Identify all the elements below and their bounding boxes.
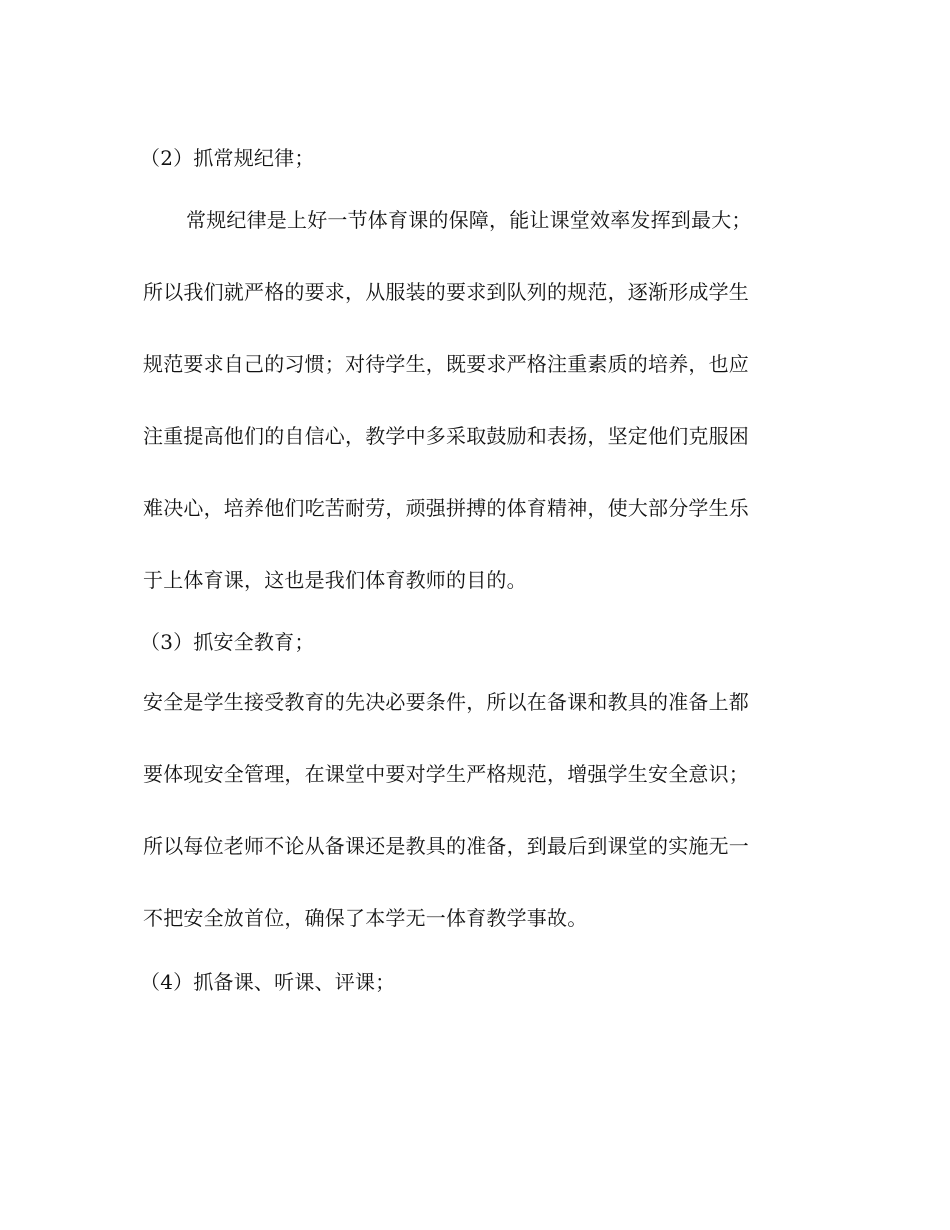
paragraph-line: 难决心，培养他们吃苦耐劳，顽强拼搏的体育精神，使大部分学生乐 <box>143 496 749 520</box>
paragraph-line: 不把安全放首位，确保了本学无一体育教学事故。 <box>143 906 588 930</box>
section-heading-2: （2）抓常规纪律； <box>140 146 315 170</box>
paragraph-line: 常规纪律是上好一节体育课的保障，能让课堂效率发挥到最大； <box>186 208 752 232</box>
section-heading-3: （3）抓安全教育； <box>140 630 315 654</box>
paragraph-line: 所以每位老师不论从备课还是教具的准备，到最后到课堂的实施无一 <box>143 834 749 858</box>
paragraph-line: 于上体育课，这也是我们体育教师的目的。 <box>143 568 527 592</box>
paragraph-line: 安全是学生接受教育的先决必要条件，所以在备课和教具的准备上都 <box>143 690 749 714</box>
paragraph-line: 规范要求自己的习惯；对待学生，既要求严格注重素质的培养，也应 <box>143 352 749 376</box>
paragraph-line: 注重提高他们的自信心，教学中多采取鼓励和表扬，坚定他们克服困 <box>143 424 749 448</box>
paragraph-line: 要体现安全管理，在课堂中要对学生严格规范，增强学生安全意识； <box>143 762 749 786</box>
section-heading-4: （4）抓备课、听课、评课； <box>140 970 396 994</box>
paragraph-line: 所以我们就严格的要求，从服装的要求到队列的规范，逐渐形成学生 <box>143 280 749 304</box>
